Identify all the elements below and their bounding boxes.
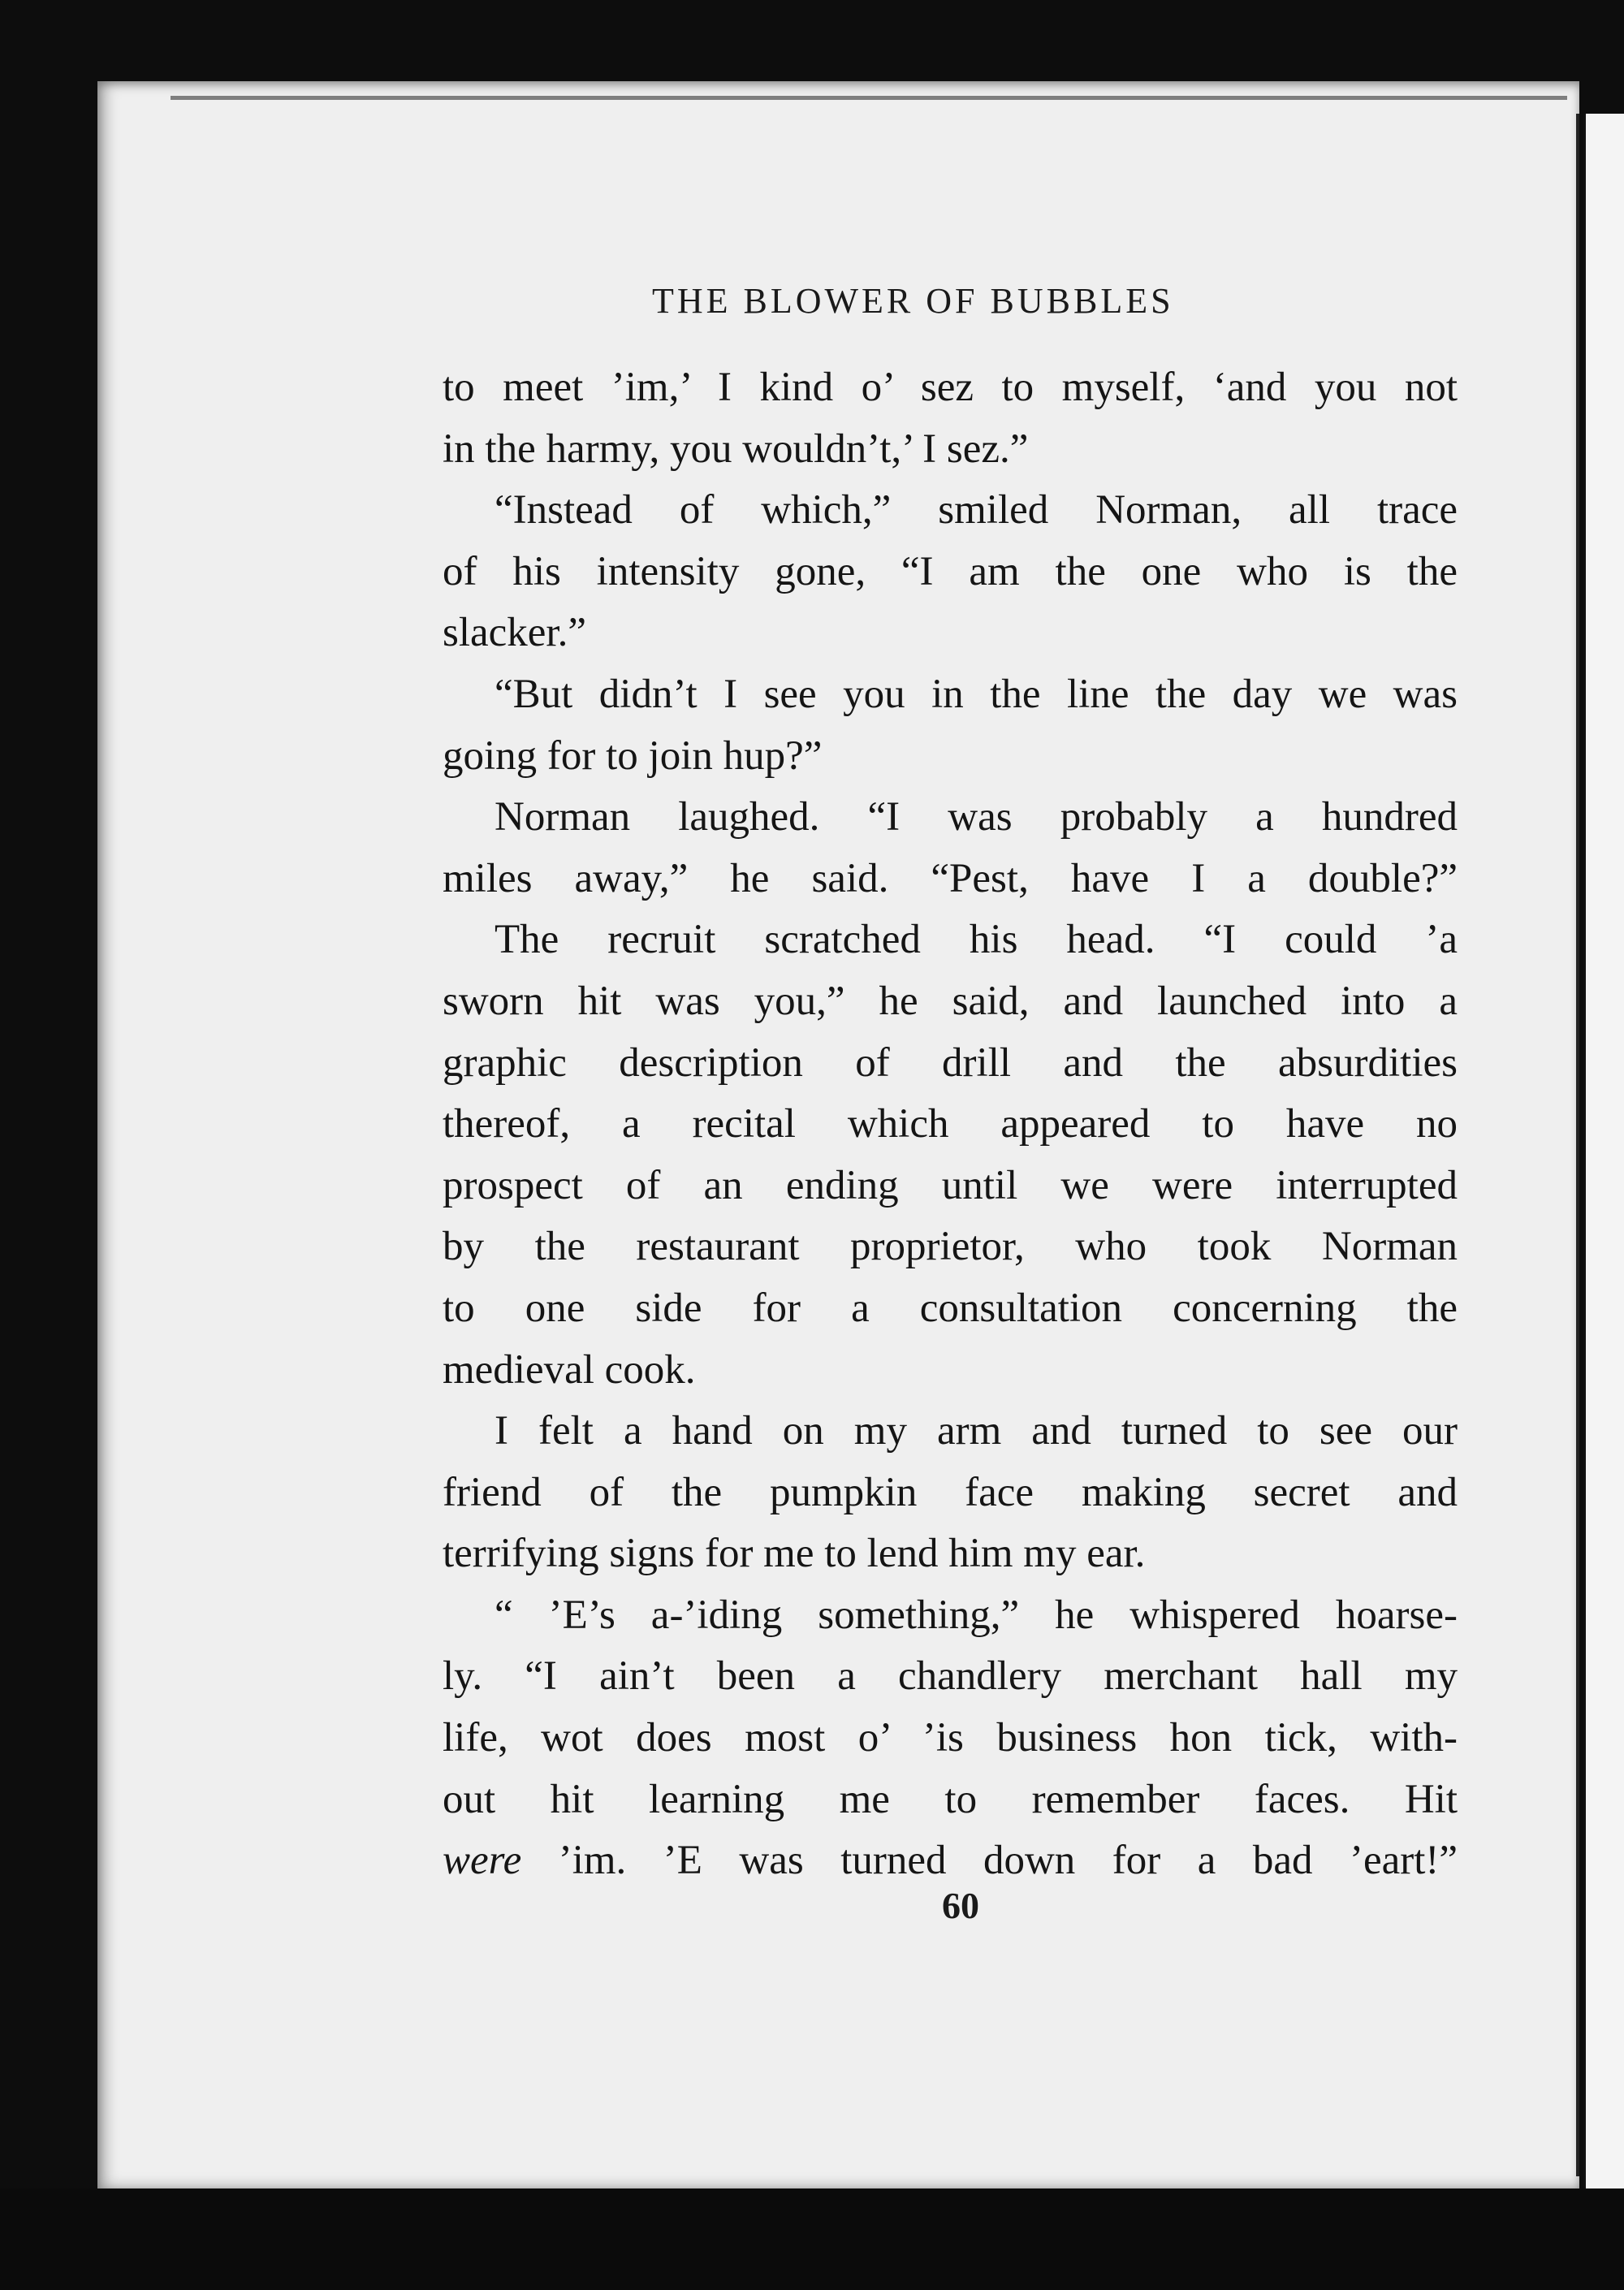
page-number-text: 60 bbox=[942, 1885, 979, 1926]
text-line: terrifying signs for me to lend him my ear. bbox=[443, 1531, 1146, 1577]
text-line: going for to join hup?” bbox=[443, 732, 823, 779]
text-line: life, wot does most o’ ’is business hon tick, with- bbox=[443, 1715, 1458, 1761]
text-line: I felt a hand on my arm and turned to see our bbox=[495, 1408, 1458, 1454]
text-line: by the restaurant proprietor, who took Norman bbox=[443, 1224, 1458, 1270]
text-line: slacker.” bbox=[443, 610, 586, 656]
text-line: medieval cook. bbox=[443, 1346, 696, 1393]
body-text bbox=[443, 357, 1458, 1892]
text-line: graphic description of drill and the absurdities bbox=[443, 1039, 1458, 1086]
running-head bbox=[0, 280, 1624, 322]
text-line: prospect of an ending until we were interrupted bbox=[443, 1162, 1458, 1208]
text-line: ly. “I ain’t been a chandlery merchant hall my bbox=[443, 1653, 1458, 1700]
text-line: in the harmy, you wouldn’t,’ I sez.” bbox=[443, 426, 1029, 472]
text-line: to meet ’im,’ I kind o’ sez to myself, ‘and you not bbox=[443, 365, 1458, 410]
text-line bbox=[443, 1830, 1458, 1892]
text-line: “ ’E’s a-’iding something,” he whispered hoarse- bbox=[495, 1592, 1458, 1638]
page-top-edge bbox=[171, 96, 1567, 100]
text-line: “But didn’t I see you in the line the day we was bbox=[495, 671, 1458, 717]
text-line: Norman laughed. “I was probably a hundred bbox=[495, 794, 1458, 840]
page-gutter-edge bbox=[1576, 114, 1579, 2176]
italic-word: were bbox=[443, 1838, 522, 1884]
text-line: sworn hit was you,” he said, and launched into a bbox=[443, 978, 1458, 1024]
scan-bottom-border bbox=[0, 2188, 1624, 2290]
text-line: “Instead of which,” smiled Norman, all trace bbox=[495, 487, 1458, 534]
text-line: friend of the pumpkin face making secret and bbox=[443, 1469, 1458, 1515]
facing-page-edge bbox=[1583, 114, 1624, 2193]
text-line: of his intensity gone, “I am the one who is the bbox=[443, 548, 1458, 594]
text-line: to one side for a consultation concerning the bbox=[443, 1285, 1458, 1331]
text-line: miles away,” he said. “Pest, have I a double?” bbox=[443, 855, 1458, 901]
text-line: out hit learning me to remember faces. Hit bbox=[443, 1776, 1458, 1822]
line-text: ’im. ’E was turned down for a bad ’eart!” bbox=[521, 1838, 1458, 1884]
page-number bbox=[0, 1884, 1624, 1927]
running-head-text: THE BLOWER OF BUBBLES bbox=[652, 281, 1174, 321]
text-line: The recruit scratched his head. “I could ’a bbox=[495, 917, 1458, 963]
text-line: thereof, a recital which appeared to have no bbox=[443, 1101, 1458, 1147]
